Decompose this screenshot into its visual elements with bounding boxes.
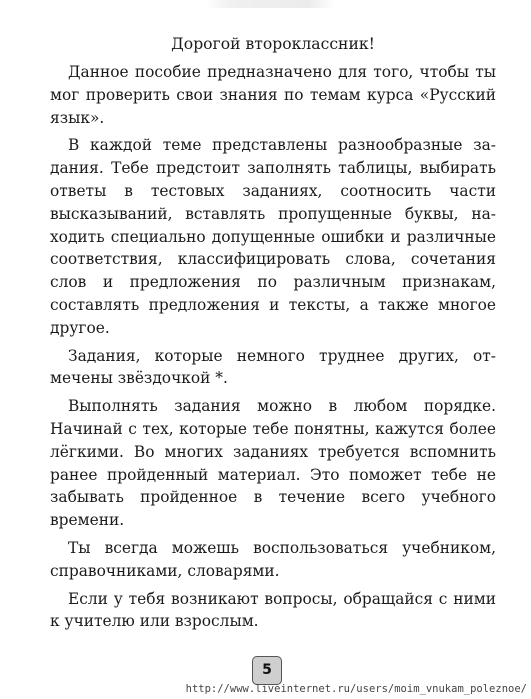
paragraph: Данное пособие предназначено для того, чтобы ты мог проверить свои знания по темам курса «Русский язык». [50,63,496,127]
paragraph: Если у тебя возникают вопросы, обращайся с ними к учителю или взрослым. [50,589,496,631]
page-body [50,34,496,638]
page-title: Дорогой второклассник! [171,35,375,53]
watermark-url: http://www.liveinternet.ru/users/moim_vnukam_poleznoe/ [185,683,527,695]
paragraph: Задания, которые немного труднее других, отмечены звёздочкой *. [50,346,496,388]
paragraph: Ты всегда можешь воспользоваться учебником, справочниками, словарями. [50,538,496,580]
page-number-badge: 5 [252,656,282,685]
scan-smudge [205,0,335,8]
paragraph: В каждой теме представлены разнообразные задания. Тебе предстоит заполнять таблицы, выбирать ответы в тестовых заданиях, соотносить части высказываний, вставлять пропущенные буквы, находить специально допущенные ошибки и различные соответствия, классифицировать слова, сочетания слов и предложения по различным признакам, составлять предложения и тексты, а также многое другое. [50,136,496,337]
paragraph: Выполнять задания можно в любом порядке. Начинай с тех, которые тебе понятны, кажутся более лёгкими. Во многих заданиях требуется вспомнить ранее пройденный материал. Это поможет тебе не забывать пройденное в течение всего учебного времени. [50,397,496,530]
